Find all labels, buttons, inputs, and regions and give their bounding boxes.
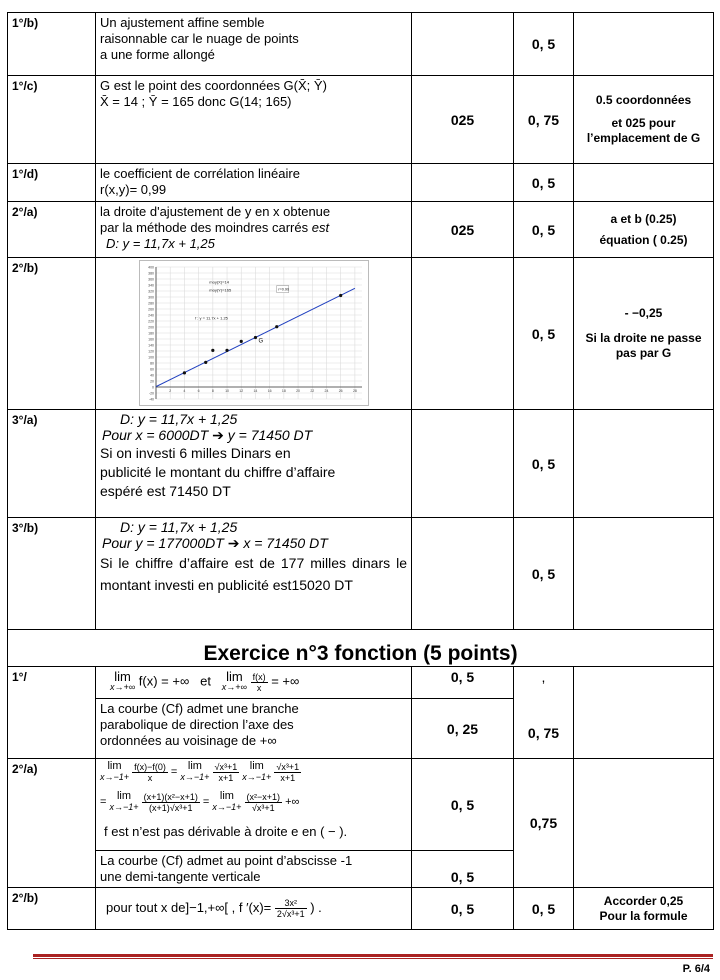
y-tick-label: 180 (147, 331, 154, 336)
answer-fragment: par la méthode des moindres carrés (100, 220, 312, 235)
answer-fragment: y = 71450 DT (227, 427, 313, 443)
lim-sub: x→+∞ (110, 682, 136, 692)
remark-line: Si la droite ne passe pas par G (585, 331, 702, 360)
points-cell (412, 258, 514, 410)
remark-cell (574, 164, 714, 202)
answer-text (96, 410, 412, 518)
y-tick-label: 300 (147, 295, 154, 300)
answer-text (96, 518, 412, 630)
points-cell: 0, 5 (514, 164, 574, 202)
lim-sub: x→−1+ (242, 772, 272, 782)
lim-label: lim (226, 669, 243, 684)
question-number: 2°/b) (8, 258, 96, 410)
limit-expression (180, 761, 209, 783)
remark-cell (574, 518, 714, 630)
lim-sub: x→−1+ (100, 772, 130, 782)
arrow-icon: ➔ (227, 535, 240, 551)
y-tick-label: 160 (147, 337, 154, 342)
scatter-chart (139, 260, 369, 406)
question-number: 3°/a) (8, 410, 96, 518)
question-number: 2°/a) (8, 759, 96, 888)
lim-label: lim (116, 790, 132, 802)
y-tick-label: 380 (147, 271, 154, 276)
equation-line: D: y = 11,7x + 1,25 (120, 519, 238, 535)
data-point (182, 371, 185, 374)
x-tick-label: 10 (224, 389, 229, 393)
data-point (204, 361, 207, 364)
equation-line: D: y = 11,7x + 1,25 (120, 411, 238, 427)
points-cell: 0, 5 (514, 888, 574, 930)
lim-label: lim (219, 790, 234, 802)
answer-line: f est n’est pas dérivable à droite e en ( − ). (104, 824, 348, 839)
lim-sub: x→−1+ (212, 802, 242, 812)
lim-sub: x→+∞ (221, 682, 247, 692)
grading-table (7, 12, 714, 930)
answer-fragment: x = 71450 DT (243, 535, 328, 551)
limit-expression (100, 761, 129, 783)
answer-line: a une forme allongé (100, 47, 215, 62)
answer-line: G est le point des coordonnées G(X̄; Ȳ) (100, 78, 327, 93)
equation-line: D: y = 11,7x + 1,25 (106, 236, 215, 251)
answer-line (100, 427, 407, 444)
limit-expression (222, 671, 247, 693)
points-cell (412, 164, 514, 202)
remark-line: a et b (0.25) (610, 211, 677, 226)
points-cell: 0, 5 (514, 13, 574, 76)
answer-text (96, 76, 412, 164)
fraction (132, 762, 168, 783)
y-tick-label: 80 (149, 361, 154, 366)
data-point (211, 349, 214, 352)
equals-sign: = (100, 795, 107, 808)
question-number: 1°/d) (8, 164, 96, 202)
answer-text (96, 202, 412, 258)
y-tick-label: 100 (147, 355, 154, 360)
limit-expression (212, 791, 241, 813)
row-e2b (8, 888, 714, 930)
remark-cell (574, 202, 714, 258)
remark-cell (574, 13, 714, 76)
question-number: 2°/a) (8, 202, 96, 258)
numerator: √x³+1 (276, 761, 300, 772)
limit-value: +∞ (285, 795, 300, 808)
limit-value: f(x) = +∞ (138, 673, 190, 689)
limit-expression (110, 791, 139, 813)
question-number: 1°/b) (8, 13, 96, 76)
answer-fragment: Pour y = 177000DT (102, 535, 224, 551)
y-tick-label: 0 (151, 385, 154, 390)
exercise-title: Exercice n°3 fonction (5 points) (8, 630, 714, 667)
x-tick-label: 22 (309, 389, 314, 393)
points-cell: 0, 5 (412, 759, 514, 851)
lim-label: lim (107, 760, 122, 772)
points-cell (412, 13, 514, 76)
lim-sub: x→−1+ (109, 802, 139, 812)
row-e1a (8, 667, 714, 699)
remark-cell (574, 410, 714, 518)
numerator: √x³+1 (214, 761, 238, 772)
points-cell: 0, 75 (514, 76, 574, 164)
points-cell (514, 667, 574, 759)
answer-text (96, 759, 412, 851)
points-cell: 0, 25 (412, 699, 514, 759)
answer-line: la droite d'ajustement de y en x obtenue (100, 204, 331, 219)
y-tick-label: 400 (147, 265, 154, 270)
answer-text (96, 13, 412, 76)
answer-line: publicité le montant du chiffre d’affaire (100, 464, 336, 480)
numerator: (x+1)(x²−x+1) (143, 791, 198, 802)
answer-fragment: Pour x = 6000DT (102, 427, 209, 443)
fraction (275, 898, 307, 919)
remark-line: 0.5 coordonnées (595, 93, 692, 107)
points-value: 0, 75 (527, 724, 560, 741)
points-cell: 0, 5 (412, 851, 514, 888)
x-tick-label: 18 (281, 389, 286, 393)
math-line (100, 791, 407, 821)
exercise-title-row (8, 630, 714, 667)
question-number: 3°/b) (8, 518, 96, 630)
row-3a (8, 410, 714, 518)
footer-rule (33, 954, 713, 957)
annotation-r: r=0.99 (277, 287, 289, 292)
points-cell (412, 410, 514, 518)
answer-line: La courbe (Cf) admet au point d’abscisse -1 (100, 853, 353, 868)
question-number: 2°/b) (8, 888, 96, 930)
x-tick-label: 28 (352, 389, 357, 393)
points-cell: 025 (412, 202, 514, 258)
lim-sub: x→−1+ (180, 772, 210, 782)
x-tick-label: 26 (338, 389, 343, 393)
points-cell (412, 518, 514, 630)
answer-line: une demi-tangente verticale (100, 869, 261, 884)
remark-cell (574, 759, 714, 888)
row-e2a (8, 759, 714, 851)
y-tick-label: 120 (147, 349, 154, 354)
remark-line: équation ( 0.25) (599, 232, 688, 247)
question-number: 1°/ (8, 667, 96, 759)
lim-label: lim (187, 760, 202, 772)
annotation-mean-x: moy(X)=14 (208, 279, 229, 285)
comma-mark: , (541, 669, 546, 685)
denominator: x+1 (218, 772, 234, 783)
equals-sign: = (170, 765, 178, 778)
limit-value: = +∞ (271, 673, 300, 689)
y-tick-label: 280 (147, 301, 154, 306)
denominator: 2√x³+1 (276, 909, 305, 919)
limit-expression (242, 761, 271, 783)
points-cell: 0, 5 (514, 518, 574, 630)
row-1b (8, 13, 714, 76)
answer-line: La courbe (Cf) admet une branche (100, 701, 299, 716)
answer-line: r(x,y)= 0,99 (100, 182, 167, 197)
fraction (274, 762, 301, 783)
point-G (253, 336, 256, 339)
x-tick-label: 4 (182, 389, 185, 393)
y-tick-label: -20 (148, 391, 154, 396)
answer-text (96, 164, 412, 202)
row-2a (8, 202, 714, 258)
answer-fragment: est (311, 220, 330, 235)
answer-line: parabolique de direction l’axe des (100, 717, 294, 732)
points-cell: 0, 5 (514, 410, 574, 518)
points-cell: 0,75 (514, 759, 574, 888)
row-1d (8, 164, 714, 202)
data-point (275, 325, 278, 328)
points-cell: 0, 5 (412, 667, 514, 699)
fraction (245, 792, 283, 813)
points-cell: 0, 5 (412, 888, 514, 930)
fraction (213, 762, 240, 783)
answer-line: X̄ = 14 ; Ȳ = 165 donc G(14; 165) (100, 94, 292, 109)
x-tick-label: 20 (295, 389, 300, 393)
lim-label: lim (114, 669, 131, 684)
answer-line: Si le chiffre d’affaire est de 177 milles dinars le montant investi en publicité est15020 DT (100, 555, 407, 593)
points-cell: 0, 5 (514, 258, 574, 410)
data-point (339, 294, 342, 297)
remark-cell (574, 258, 714, 410)
remark-line: - −0,25 (624, 306, 663, 320)
point-G-label: G (257, 338, 263, 345)
data-point (239, 340, 242, 343)
x-tick-label: 12 (238, 389, 243, 393)
points-cell: 0, 5 (514, 202, 574, 258)
y-tick-label: 140 (147, 343, 154, 348)
page-number: P. 6/4 (682, 963, 710, 975)
arrow-icon: ➔ (212, 427, 224, 443)
denominator: x+1 (280, 772, 296, 783)
y-tick-label: 40 (149, 373, 154, 378)
x-tick-label: 14 (252, 389, 257, 393)
remark-line: Accorder 0,25 (603, 893, 684, 908)
numerator: (x²−x+1) (246, 791, 281, 802)
denominator: x (256, 682, 262, 693)
x-tick-label: 24 (324, 389, 328, 393)
y-tick-label: 320 (147, 289, 154, 294)
numerator: f(x) (252, 671, 266, 682)
annotation-equation: f : y = 11.7x + 1.25 (194, 315, 228, 321)
denominator: (x+1)√x³+1 (149, 802, 193, 813)
y-tick-label: -40 (148, 397, 154, 402)
y-tick-label: 260 (147, 307, 154, 312)
lim-label: lim (249, 760, 264, 772)
x-tick-label: 2 (168, 389, 171, 393)
x-tick-label: 16 (267, 389, 272, 393)
denominator: √x³+1 (251, 802, 275, 813)
answer-text (96, 699, 412, 759)
remark-cell (574, 76, 714, 164)
answer-line: le coefficient de corrélation linéaire (100, 166, 300, 181)
numerator: 3x² (275, 898, 307, 909)
fraction (251, 672, 268, 693)
answer-line: Un ajustement affine semble (100, 15, 265, 30)
x-tick-label: 8 (211, 389, 214, 393)
fraction (142, 792, 200, 813)
remark-cell (574, 888, 714, 930)
remark-line: Pour la formule (599, 908, 688, 923)
question-number: 1°/c) (8, 76, 96, 164)
answer-line: ordonnées au voisinage de +∞ (100, 733, 277, 748)
answer-line: espéré est 71450 DT (100, 483, 231, 499)
y-tick-label: 340 (147, 283, 154, 288)
equals-sign: = (202, 795, 210, 808)
points-cell: 025 (412, 76, 514, 164)
y-tick-label: 20 (149, 379, 154, 384)
y-tick-label: 240 (147, 313, 154, 318)
chart-cell (96, 258, 412, 410)
annotation-mean-y: moy(Y)=165 (208, 287, 231, 293)
data-point (225, 349, 228, 352)
y-tick-label: 220 (147, 319, 154, 324)
row-1c (8, 76, 714, 164)
limit-expression (110, 671, 135, 693)
row-3b (8, 518, 714, 630)
answer-fragment: pour tout x de]−1,+∞[ , f ′(x)= (106, 899, 272, 915)
answer-text (96, 667, 412, 699)
remark-line: et 025 pour l’emplacement de G (586, 116, 701, 145)
footer-rule-thin (33, 958, 713, 959)
y-tick-label: 360 (147, 277, 154, 282)
answer-line: Si on investi 6 milles Dinars en (100, 445, 291, 461)
answer-line (100, 535, 407, 552)
answer-line: raisonnable car le nuage de points (100, 31, 299, 46)
denominator: x (147, 772, 153, 783)
y-tick-label: 200 (147, 325, 154, 330)
row-2b (8, 258, 714, 410)
answer-text (96, 851, 412, 888)
scatter-plot-svg (140, 261, 368, 405)
answer-fragment: ) . (310, 899, 322, 915)
y-tick-label: 60 (149, 367, 154, 372)
numerator: f(x)−f(0) (134, 761, 166, 772)
remark-cell (574, 667, 714, 759)
answer-line (100, 220, 407, 236)
math-line (100, 761, 407, 791)
and-label: et (200, 673, 211, 689)
x-tick-label: 6 (197, 389, 200, 393)
answer-text (96, 888, 412, 930)
